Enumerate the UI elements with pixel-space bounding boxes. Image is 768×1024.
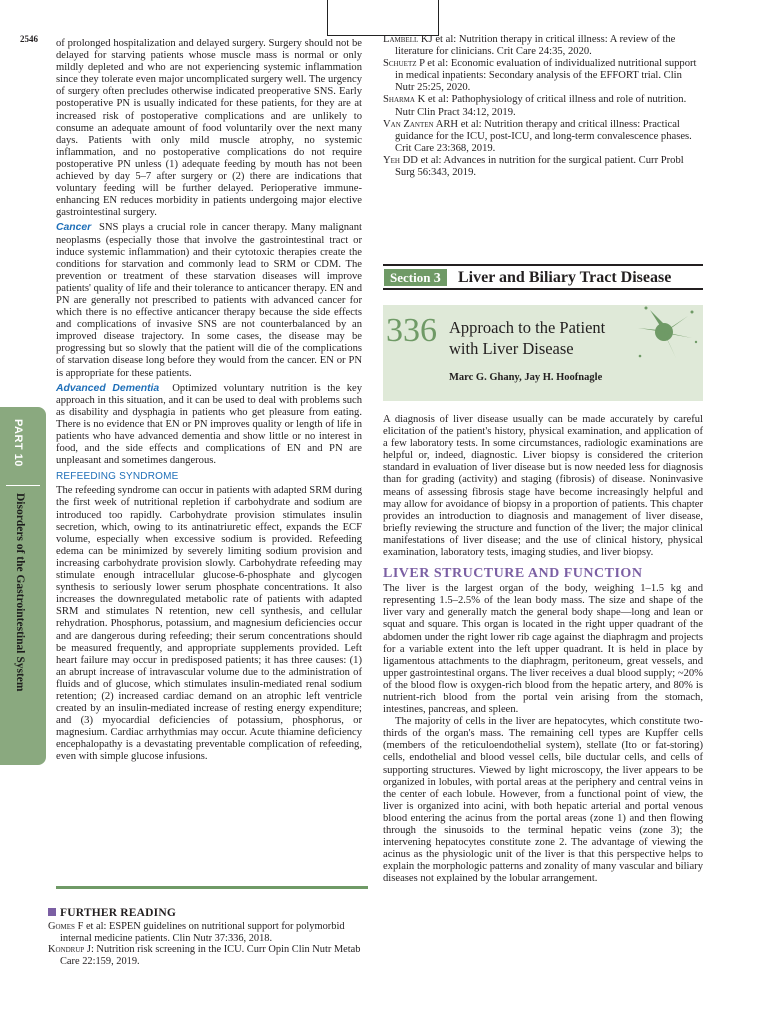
splat-decoration-icon — [632, 302, 702, 362]
paragraph-structure-2: The majority of cells in the liver are hepatocytes, which constitute two-thirds of the organ's mass. The remaining cell types are Kupffer cells (members of the reticuloendothelial system), stellate (Ito or fat-storing) cells, endothelial and blood vessel cells, bile ductular cells, and cells of supporting structures. Viewed by light microscopy, the liver appears to be organized in lobules, with portal areas at the periphery and central veins in the center of each lobule. However, from a functional point of view, the liver is organized into acini, with both hepatic arterial and portal venous blood entering the acinus from the portal areas (zone 1) and then flowing through the sinusoids to the terminal hepatic veins (zone 3); the intervening hepatocytes constitute zone 2. The advantage of viewing the acinus as the physiologic unit of the liver is that this perspective helps to explain the morphologic patterns and zonality of many vascular and biliary diseases not explained by the lobular arrangement. — [383, 716, 703, 885]
dementia-text: Optimized voluntary nutrition is the key approach in this situation, and it can be used to deal with problems such as disability and dysphagia in patients who get pleasure from eating. There is no evidence that EN or PN improves quality or length of life in patients who have advanced dementia and show little or no interest in food, and the side effects and complications of EN and PN are unpleasant and sometimes dangerous. — [56, 382, 363, 467]
reference: Van Zanten ARH et al: Nutrition therapy and critical illness: Practical guidance for the ICU, post-ICU, and long-term convalescence phases. Crit Care 23:368, 2019. — [383, 118, 692, 154]
part-label: PART 10 — [12, 419, 24, 467]
reference: Lambell KJ et al: Nutrition therapy in critical illness: A review of the literature for clinicians. Crit Care 24:35, 2020. — [383, 34, 676, 58]
dementia-heading: Advanced Dementia — [56, 382, 160, 394]
part-subject: Disorders of the Gastrointestinal System — [14, 493, 26, 692]
section-banner — [383, 264, 703, 290]
paragraph-surgery: of prolonged hospitalization and delayed surgery. Surgery should not be delayed for starving patients whose muscle mass is normal or only mildly depleted and who are not experiencing systemic inflammation since they tolerate even major uncomplicated surgery well. The urgency of surgery often precludes otherwise indicated preoperative SNS. Early postoperative PN is usually indicated for these patients, for they are at increased risk of postoperative complications and are unlikely to consume an adequate amount of food voluntarily over the next many days. Patients with only mild muscle atrophy, no systemic inflammation, and no postoperative complications do not require postoperative PN unless (1) adequate feeding by mouth has not been achieved by day 5–7 after surgery or (2) there are indications that voluntary feeding will be further delayed. Perioperative immune-enhancing EN reduces morbidity in patients undergoing major elective gastrointestinal surgery. — [56, 38, 362, 219]
paragraph-cancer — [56, 222, 362, 379]
reference: Kondrup J: Nutrition risk screening in the ICU. Curr Opin Clin Nutr Metab Care 22:159, 2019. — [48, 944, 361, 968]
further-reading — [48, 908, 370, 968]
reference: Sharma K et al: Pathophysiology of critical illness and role of nutrition. Nutr Clin Pract 34:12, 2019. — [383, 94, 687, 118]
chapter-title: Approach to the Patient with Liver Disease — [449, 318, 606, 358]
cancer-heading: Cancer — [56, 222, 92, 234]
side-tab-divider — [6, 485, 40, 486]
reference: Yeh DD et al: Advances in nutrition for the surgical patient. Curr Probl Surg 56:343, 2019. — [383, 154, 684, 179]
reference: Schuetz P et al: Economic evaluation of individualized nutritional support in medical inpatients: Secondary analysis of the EFFORT trial. Clin Nutr 25:25, 2020. — [383, 58, 697, 94]
left-column — [56, 38, 362, 764]
square-bullet-icon — [48, 908, 56, 916]
paragraph-structure-1: The liver is the largest organ of the body, weighing 1–1.5 kg and representing 1.5–2.5% of the lean body mass. The size and shape of the liver vary and generally match the general body shape—long and lean or squat and square. This organ is located in the right upper quadrant of the abdomen under the right lower rib cage against the diaphragm and projects for a variable extent into the left upper quadrant. It is held in place by ligamentous attachments to the diaphragm, peritoneum, great vessels, and upper gastrointestinal organs. The liver receives a dual blood supply; ~20% of the blood flow is oxygen-rich blood from the hepatic artery, and 80% is nutrient-rich blood from the portal vein arising from the stomach, intestines, pancreas, and spleen. — [383, 583, 703, 716]
paragraph-intro: A diagnosis of liver disease usually can be made accurately by careful elicitation of the patient's history, physical examination, and application of a few laboratory tests. In some circumstances, radiologic examinations are helpful or, indeed, diagnostic. Liver biopsy is considered the criterion standard in evaluation of liver disease but is now needed less for diagnosis than for grading (activity) and staging (fibrosis) of disease. Noninvasive means of assessing fibrosis stage have become increasingly helpful and may allow for avoidance of biopsy in a proportion of patients. This chapter provides an introduction to diagnosis and management of liver disease, briefly reviewing the structure and function of the liver; the major clinical manifestations of liver disease; and the use of clinical history, physical examination, laboratory tests, imaging studies, and liver biopsy. — [383, 414, 703, 559]
section-title: Liver and Biliary Tract Disease — [458, 269, 672, 286]
chapter-authors: Marc G. Ghany, Jay H. Hoofnagle — [449, 372, 603, 383]
paragraph-refeeding: The refeeding syndrome can occur in patients with adapted SRM during the first week of nutritional repletion if carbohydrate and sodium are introduced too rapidly. Carbohydrate provision stimulates insulin secretion, which, owing to its antinatriuretic effect, expands the ECF volume, especially when excessive sodium is provided. Refeeding edema can be minimized by severely limiting sodium provision and increasing carbohydrate provision slowly. Carbohydrate refeeding may stimulate enough intracellular glucose-6-phosphate and glycogen synthesis to seriously lower serum phosphate concentrations. It also increases the downregulated metabolic rate of patients with adapted SRM and stimulates N retention, new cell synthesis, and cellular rehydration. Phosphorus, potassium, and magnesium deficiencies occur and are dangerous during refeeding; their serum concentrations should be measured frequently, and appropriate supplements provided. Left heart failure may occur in predisposed patients; it has three causes: (1) an abrupt increase of intravascular volume due to the administration of fluids and of glucose, which stimulates insulin-mediated renal sodium retention; (2) increased cardiac demand on an atrophic left ventricle created by an insulin-mediated increase of resting energy expenditure; and (3) myocardial deficiencies of potassium, phosphorus, or magnesium. Cardiac arrhythmias may occur. Acute thiamine deficiency encephalopathy is a devastating preventable complication of refeeding, even with simple glucose infusions. — [56, 485, 362, 763]
page-number: 2546 — [20, 34, 38, 44]
column-end-rule — [56, 886, 368, 889]
refeeding-heading: REFEEDING SYNDROME — [56, 471, 179, 483]
part-side-tab — [0, 407, 46, 765]
chapter-number: 336 — [386, 312, 437, 349]
section-tag: Section 3 — [384, 269, 447, 286]
right-column — [383, 414, 703, 885]
structure-heading: LIVER STRUCTURE AND FUNCTION — [383, 566, 643, 582]
cancer-text: SNS plays a crucial role in cancer therapy. Many malignant neoplasms (especially those that involve the gastrointestinal tract or induce systemic inflammation) and their cytotoxic therapies create the conditions for starvation and commonly lead to SRM or CDM. The prevention or treatment of these starvation diseases will improve patients' quality of life and their tolerance to anticancer therapy. EN and PN are generally not prescribed to patients with advanced cancer for which there is no effective anticancer therapy because the side effects and complications of invasive SNS are not counterbalanced by an improved disease trajectory. In some cases, the disease may be progressing but so slowly that the patient will die of the complications of starvation disease long before they would from the cancer. EN or PN is appropriate for these patients. — [56, 222, 363, 379]
reference: Gomes F et al: ESPEN guidelines on nutritional support for polymorbid internal medicine patients. Clin Nutr 37:336, 2018. — [48, 920, 345, 944]
header-box — [327, 0, 439, 36]
paragraph-dementia — [56, 383, 362, 468]
reference-list — [383, 34, 703, 179]
further-reading-heading: FURTHER READING — [48, 908, 370, 920]
